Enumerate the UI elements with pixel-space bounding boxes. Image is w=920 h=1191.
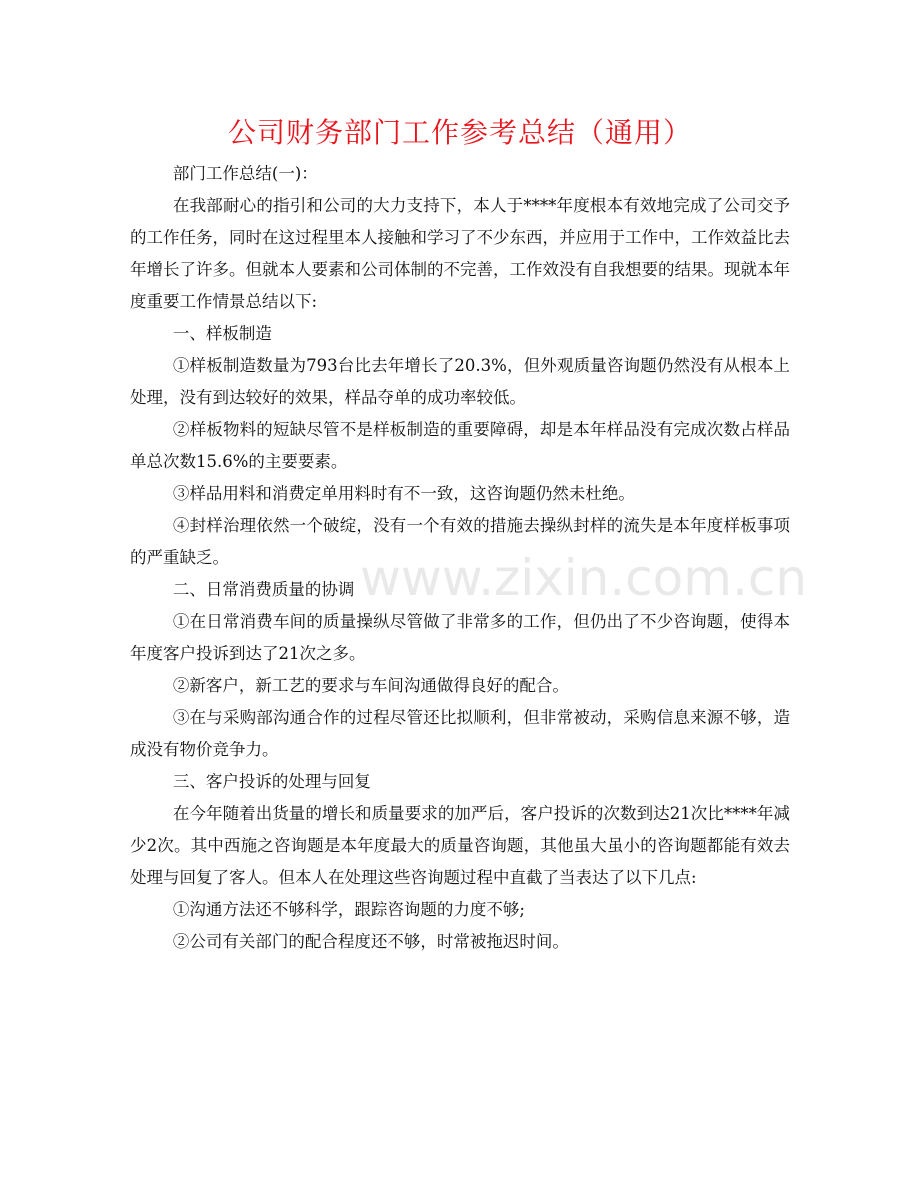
paragraph: ②公司有关部门的配合程度还不够，时常被拖迟时间。 — [172, 932, 569, 951]
section-heading: 部门工作总结(一)： — [172, 164, 318, 183]
paragraph: 在我部耐心的指引和公司的大力支持下，本人于****年度根本有效地完成了公司交予的工作任务，同时在这过程里本人接触和学习了不少东西，并应用于工作中，工作效益比去年增长了许多。但就本人要素和公司体制的不完善，工作效没有自我想要的结果。现就本年度重要工作情景总结以下: — [130, 196, 790, 311]
paragraph: ①样板制造数量为793台比去年增长了20.3%，但外观质量咨询题仍然没有从根本上处理，没有到达较好的效果，样品夺单的成功率较低。 — [130, 356, 790, 407]
paragraph: ③样品用料和消费定单用料时有不一致，这咨询题仍然未杜绝。 — [172, 484, 635, 503]
section-heading: 一、样板制造 — [172, 324, 272, 343]
document-title: 公司财务部门工作参考总结（通用） — [227, 116, 692, 149]
document-body — [130, 158, 790, 958]
paragraph: ①在日常消费车间的质量操纵尽管做了非常多的工作，但仍出了不少咨询题，使得本年度客户投诉到达了21次之多。 — [130, 612, 790, 663]
section-heading: 二、日常消费质量的协调 — [172, 580, 355, 599]
paragraph: ②新客户，新工艺的要求与车间沟通做得良好的配合。 — [172, 676, 569, 695]
paragraph: 在今年随着出货量的增长和质量要求的加严后，客户投诉的次数到达21次比****年减少2次。其中西施之咨询题是本年度最大的质量咨询题，其他虽大虽小的咨询题都能有效去处理与回复了客人。但本人在处理这些咨询题过程中直截了当表达了以下几点: — [130, 804, 790, 887]
paragraph: ③在与采购部沟通合作的过程尽管还比拟顺利，但非常被动，采购信息来源不够，造成没有物价竞争力。 — [130, 708, 790, 759]
section-heading: 三、客户投诉的处理与回复 — [172, 772, 371, 791]
paragraph: ①沟通方法还不够科学，跟踪咨询题的力度不够; — [172, 900, 525, 919]
watermark: www.zixin.com.cn — [360, 549, 808, 607]
paragraph: ②样板物料的短缺尽管不是样板制造的重要障碍，却是本年样品没有完成次数占样品单总次数15.6%的主要要素。 — [130, 420, 790, 471]
paragraph: ④封样治理依然一个破绽，没有一个有效的措施去操纵封样的流失是本年度样板事项的严重缺乏。 — [130, 516, 790, 567]
